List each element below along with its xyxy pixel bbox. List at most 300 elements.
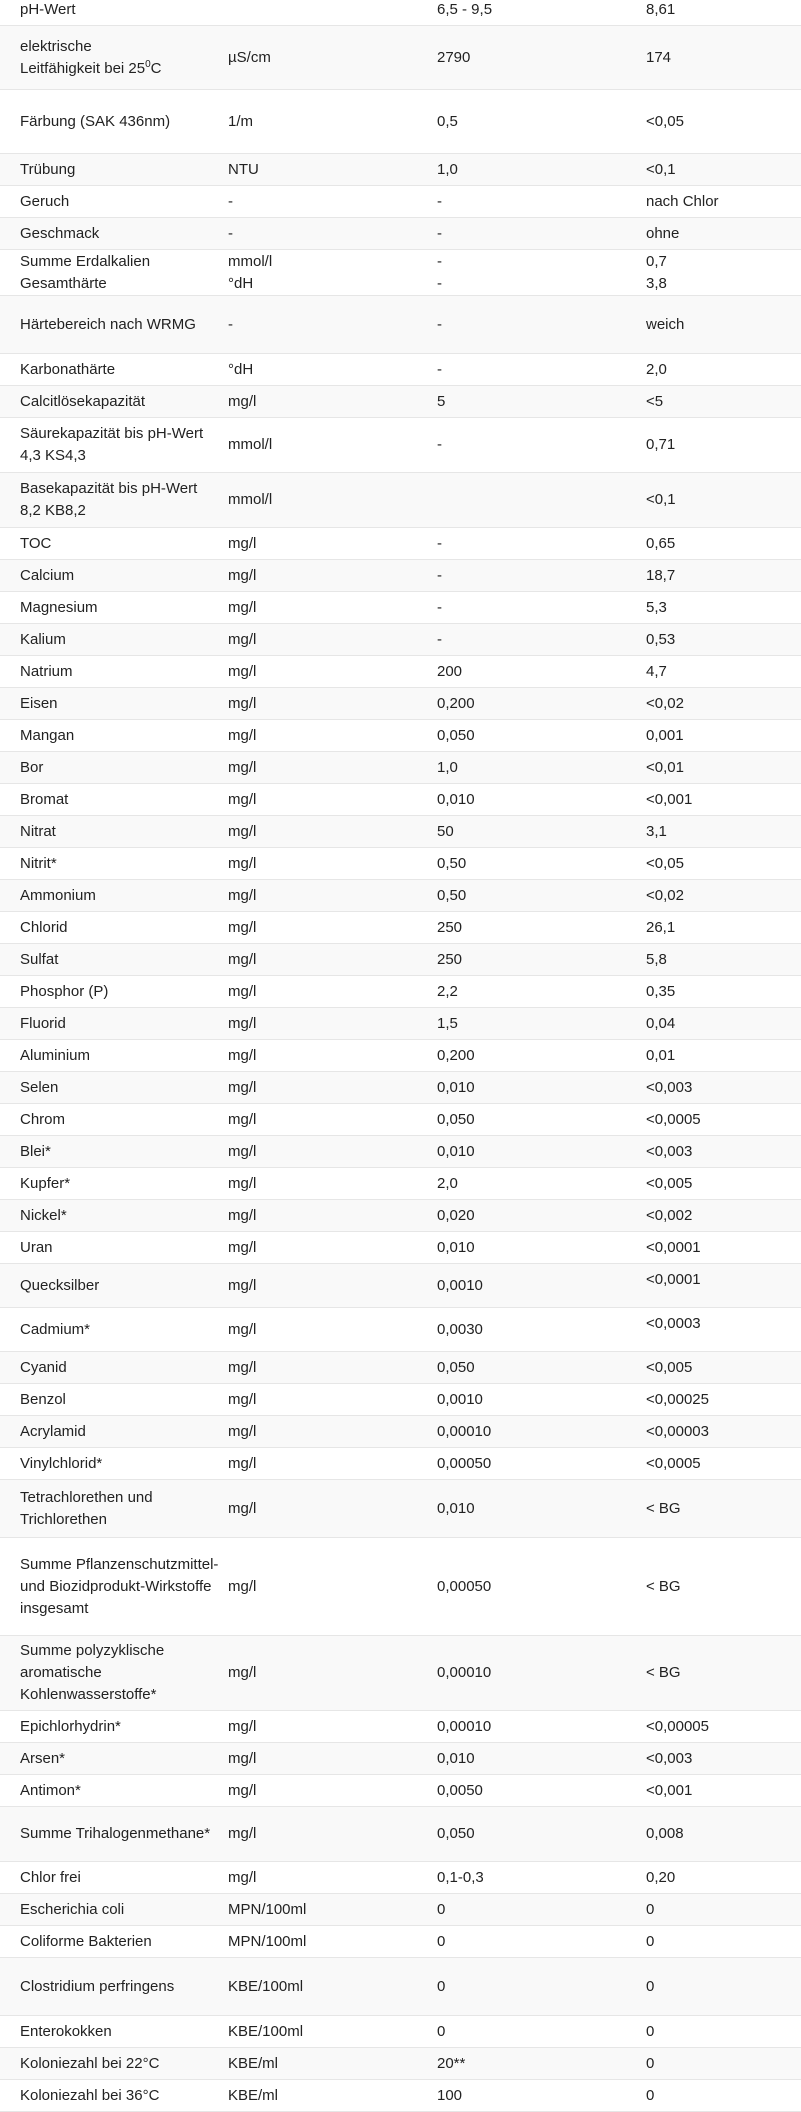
param-cell-text: Koloniezahl bei 22°C bbox=[20, 2054, 160, 2072]
param-cell-text: Phosphor (P) bbox=[20, 982, 109, 1000]
param-cell bbox=[20, 592, 225, 623]
table-row-karbonathaerte bbox=[0, 354, 801, 386]
unit-cell-text: mg/l bbox=[228, 1577, 257, 1595]
value-cell-line: 3,8 bbox=[646, 274, 667, 292]
value-cell-text: <0,001 bbox=[646, 790, 693, 808]
value-cell-text: 0 bbox=[646, 1900, 655, 1918]
value-cell-text: 2,0 bbox=[646, 360, 667, 378]
limit-cell-line: - bbox=[437, 252, 442, 270]
value-cell bbox=[646, 752, 796, 783]
value-cell bbox=[646, 1072, 796, 1103]
limit-cell-text: 0,0010 bbox=[437, 1276, 483, 1294]
param-cell bbox=[20, 2048, 225, 2079]
limit-cell bbox=[437, 1136, 642, 1167]
value-cell-line: 0,7 bbox=[646, 252, 667, 270]
param-cell-text: Summe Pflanzenschutzmittel- und Biozidprodukt-Wirkstoffe insgesamt bbox=[20, 1555, 219, 1617]
param-cell-text: TOC bbox=[20, 534, 52, 552]
table-row-summe-erdalkalien bbox=[0, 250, 801, 296]
value-cell bbox=[646, 0, 796, 25]
param-cell-text: Sulfat bbox=[20, 950, 59, 968]
value-cell-text: 0 bbox=[646, 1932, 655, 1950]
limit-cell bbox=[437, 1538, 642, 1635]
value-cell-text: <0,003 bbox=[646, 1749, 693, 1767]
unit-cell-text: mg/l bbox=[228, 1046, 257, 1064]
table-row-kupfer bbox=[0, 1168, 801, 1200]
unit-cell bbox=[228, 528, 433, 559]
param-cell bbox=[20, 1480, 225, 1537]
unit-cell bbox=[228, 656, 433, 687]
table-row-epichlorhydrin bbox=[0, 1711, 801, 1743]
value-cell bbox=[646, 1636, 796, 1710]
limit-cell-text: 0,0050 bbox=[437, 1781, 483, 1799]
value-cell-text: <0,0003 bbox=[646, 1315, 701, 1332]
table-row-magnesium bbox=[0, 592, 801, 624]
unit-cell-text: mg/l bbox=[228, 662, 257, 680]
unit-cell-text: mg/l bbox=[228, 630, 257, 648]
limit-cell bbox=[437, 90, 642, 153]
limit-cell-text: 6,5 - 9,5 bbox=[437, 0, 493, 18]
param-cell bbox=[20, 1894, 225, 1925]
param-cell-text: Summe Trihalogenmethane* bbox=[20, 1825, 211, 1842]
table-row-phosphor-p bbox=[0, 976, 801, 1008]
unit-cell-text: NTU bbox=[228, 160, 259, 178]
param-cell-text: Mangan bbox=[20, 726, 75, 744]
param-cell bbox=[20, 296, 225, 353]
param-cell bbox=[20, 720, 225, 751]
param-cell bbox=[20, 1775, 225, 1806]
unit-cell-text: mg/l bbox=[228, 1454, 257, 1472]
value-cell-text: 0,008 bbox=[646, 1825, 684, 1842]
param-cell-text: Koloniezahl bei 36°C bbox=[20, 2086, 160, 2104]
unit-cell-text: KBE/100ml bbox=[228, 1977, 304, 1995]
param-cell-text: Bromat bbox=[20, 790, 69, 808]
unit-cell bbox=[228, 2080, 433, 2111]
unit-cell-text: mg/l bbox=[228, 1014, 257, 1032]
limit-cell bbox=[437, 1352, 642, 1383]
param-cell bbox=[20, 1200, 225, 1231]
value-cell bbox=[646, 1384, 796, 1415]
value-cell bbox=[646, 386, 796, 417]
param-cell-text: Tetrachlorethen und Trichlorethen bbox=[20, 1488, 153, 1528]
param-cell bbox=[20, 1168, 225, 1199]
limit-cell bbox=[437, 1168, 642, 1199]
param-cell bbox=[20, 1232, 225, 1263]
limit-cell-text: 0,010 bbox=[437, 1078, 475, 1096]
limit-cell bbox=[437, 1711, 642, 1742]
table-row-summe-pflanzenschutzmittel-und-biozidprodukt-wirkstoffe-insgesamt bbox=[0, 1538, 801, 1636]
table-row-calcitloesekapazitaet bbox=[0, 386, 801, 418]
param-cell-text: Uran bbox=[20, 1238, 53, 1256]
value-cell bbox=[646, 816, 796, 847]
param-cell-text: Nickel* bbox=[20, 1206, 67, 1224]
unit-cell bbox=[228, 26, 433, 89]
unit-cell bbox=[228, 1862, 433, 1893]
value-cell-text: <0,0005 bbox=[646, 1110, 701, 1128]
table-row-nitrat bbox=[0, 816, 801, 848]
unit-cell bbox=[228, 1480, 433, 1537]
unit-cell bbox=[228, 912, 433, 943]
limit-cell-text: 0,50 bbox=[437, 886, 467, 904]
value-cell-text: <5 bbox=[646, 392, 664, 410]
param-cell-line: Gesamthärte bbox=[20, 274, 107, 292]
table-row-blei bbox=[0, 1136, 801, 1168]
limit-cell-text: 0,020 bbox=[437, 1206, 475, 1224]
unit-cell bbox=[228, 418, 433, 472]
limit-cell-text: 2,0 bbox=[437, 1174, 458, 1192]
unit-cell bbox=[228, 1040, 433, 1071]
unit-cell-text: mg/l bbox=[228, 1110, 257, 1128]
unit-cell-line: °dH bbox=[228, 274, 254, 292]
table-row-geruch bbox=[0, 186, 801, 218]
value-cell-text: < BG bbox=[646, 1499, 681, 1517]
unit-cell-text: mg/l bbox=[228, 694, 257, 712]
unit-cell-text: mg/l bbox=[228, 886, 257, 904]
limit-cell-text: 0,010 bbox=[437, 1142, 475, 1160]
value-cell bbox=[646, 1480, 796, 1537]
param-cell bbox=[20, 976, 225, 1007]
value-cell-text: 0,20 bbox=[646, 1868, 676, 1886]
unit-cell bbox=[228, 1352, 433, 1383]
value-cell bbox=[646, 1894, 796, 1925]
table-row-enterokokken bbox=[0, 2016, 801, 2048]
unit-cell bbox=[228, 752, 433, 783]
param-cell-text: Basekapazität bis pH-Wert 8,2 KB8,2 bbox=[20, 480, 198, 519]
param-unit-letter: C bbox=[150, 59, 162, 77]
limit-cell-text: 0,00010 bbox=[437, 1422, 492, 1440]
unit-cell bbox=[228, 1072, 433, 1103]
param-cell bbox=[20, 418, 225, 472]
param-cell-text: Escherichia coli bbox=[20, 1900, 125, 1918]
unit-cell-text: mmol/l bbox=[228, 436, 273, 453]
unit-cell bbox=[228, 1775, 433, 1806]
param-cell bbox=[20, 1104, 225, 1135]
limit-cell bbox=[437, 2016, 642, 2047]
param-cell bbox=[20, 1072, 225, 1103]
unit-cell-text: mg/l bbox=[228, 1320, 257, 1338]
value-cell bbox=[646, 1926, 796, 1957]
limit-cell-text: 20** bbox=[437, 2054, 466, 2072]
unit-cell bbox=[228, 1104, 433, 1135]
value-cell-text: 8,61 bbox=[646, 0, 676, 18]
table-row-benzol bbox=[0, 1384, 801, 1416]
value-cell-text: 0 bbox=[646, 1977, 655, 1995]
limit-cell bbox=[437, 1743, 642, 1774]
limit-cell bbox=[437, 1232, 642, 1263]
param-cell-text: Ammonium bbox=[20, 886, 96, 904]
table-row-antimon bbox=[0, 1775, 801, 1807]
param-cell bbox=[20, 473, 225, 527]
limit-cell bbox=[437, 1958, 642, 2015]
value-cell bbox=[646, 473, 796, 527]
param-cell bbox=[20, 1040, 225, 1071]
limit-cell-text: 1,5 bbox=[437, 1014, 458, 1032]
limit-cell bbox=[437, 354, 642, 385]
param-cell bbox=[20, 560, 225, 591]
value-cell-text: <0,0001 bbox=[646, 1238, 701, 1256]
limit-cell bbox=[437, 418, 642, 472]
value-cell bbox=[646, 218, 796, 249]
param-cell bbox=[20, 2080, 225, 2111]
value-cell bbox=[646, 354, 796, 385]
unit-cell-text: mg/l bbox=[228, 854, 257, 872]
limit-cell-text: 1,0 bbox=[437, 160, 458, 178]
table-row-aluminium bbox=[0, 1040, 801, 1072]
limit-cell-text: 2790 bbox=[437, 48, 471, 66]
unit-cell bbox=[228, 784, 433, 815]
limit-cell bbox=[437, 816, 642, 847]
value-cell bbox=[646, 1862, 796, 1893]
unit-cell-text: mg/l bbox=[228, 790, 257, 808]
value-cell-text: 0,65 bbox=[646, 534, 676, 552]
table-row-cyanid bbox=[0, 1352, 801, 1384]
value-cell-text: 5,8 bbox=[646, 950, 667, 968]
value-cell bbox=[646, 784, 796, 815]
param-cell bbox=[20, 624, 225, 655]
param-cell bbox=[20, 880, 225, 911]
param-cell bbox=[20, 186, 225, 217]
table-row-leitfaehigkeit bbox=[0, 26, 801, 90]
param-cell-text: Kalium bbox=[20, 630, 66, 648]
unit-cell bbox=[228, 354, 433, 385]
unit-cell-text: mg/l bbox=[228, 1078, 257, 1096]
value-cell-text: <0,005 bbox=[646, 1358, 693, 1376]
unit-cell bbox=[228, 1926, 433, 1957]
limit-cell bbox=[437, 944, 642, 975]
limit-cell bbox=[437, 912, 642, 943]
table-row-escherichia-coli bbox=[0, 1894, 801, 1926]
limit-cell-text: 0,050 bbox=[437, 1825, 475, 1842]
param-cell-text: Säurekapazität bis pH-Wert 4,3 KS4,3 bbox=[20, 425, 204, 464]
value-cell-text: <0,02 bbox=[646, 694, 684, 712]
param-cell bbox=[20, 1008, 225, 1039]
value-cell bbox=[646, 1775, 796, 1806]
value-cell bbox=[646, 186, 796, 217]
value-cell-text: <0,005 bbox=[646, 1174, 693, 1192]
limit-cell bbox=[437, 784, 642, 815]
unit-cell bbox=[228, 944, 433, 975]
limit-cell-text: 5 bbox=[437, 392, 446, 410]
unit-cell bbox=[228, 560, 433, 591]
unit-cell bbox=[228, 2016, 433, 2047]
param-cell-text: Geschmack bbox=[20, 224, 100, 242]
table-row-quecksilber bbox=[0, 1264, 801, 1308]
param-cell bbox=[20, 354, 225, 385]
param-cell-text: Calcium bbox=[20, 566, 75, 584]
param-cell-text: Quecksilber bbox=[20, 1276, 100, 1294]
unit-cell bbox=[228, 1308, 433, 1351]
limit-cell bbox=[437, 1308, 642, 1351]
value-cell-text: <0,01 bbox=[646, 758, 684, 776]
limit-cell bbox=[437, 528, 642, 559]
value-cell-text: 0,001 bbox=[646, 726, 684, 744]
unit-cell-text: mg/l bbox=[228, 1868, 257, 1886]
param-cell-text: Calcitlösekapazität bbox=[20, 392, 146, 410]
limit-cell bbox=[437, 688, 642, 719]
limit-cell bbox=[437, 720, 642, 751]
unit-cell-text: mg/l bbox=[228, 1358, 257, 1376]
unit-cell-text: mg/l bbox=[228, 566, 257, 584]
value-cell-text: 0 bbox=[646, 2086, 655, 2104]
table-row-summe-trihalogenmethane bbox=[0, 1807, 801, 1862]
limit-cell bbox=[437, 560, 642, 591]
value-cell-text: < BG bbox=[646, 1664, 681, 1681]
table-row-chlorid bbox=[0, 912, 801, 944]
table-row-arsen bbox=[0, 1743, 801, 1775]
limit-cell-text: 0,200 bbox=[437, 694, 475, 712]
value-cell bbox=[646, 1807, 796, 1861]
param-cell bbox=[20, 218, 225, 249]
unit-cell bbox=[228, 1264, 433, 1307]
value-cell bbox=[646, 1711, 796, 1742]
param-cell-text: Färbung (SAK 436nm) bbox=[20, 112, 171, 130]
value-cell-text: nach Chlor bbox=[646, 192, 719, 210]
limit-cell bbox=[437, 296, 642, 353]
limit-cell bbox=[437, 1200, 642, 1231]
value-cell-text: 26,1 bbox=[646, 918, 676, 936]
limit-cell-text: 0,0010 bbox=[437, 1390, 483, 1408]
value-cell bbox=[646, 688, 796, 719]
param-cell bbox=[20, 528, 225, 559]
unit-cell bbox=[228, 1232, 433, 1263]
param-cell bbox=[20, 1264, 225, 1307]
limit-cell bbox=[437, 976, 642, 1007]
limit-cell-text: 0,1-0,3 bbox=[437, 1868, 484, 1886]
unit-cell-text: mg/l bbox=[228, 1781, 257, 1799]
table-row-ammonium bbox=[0, 880, 801, 912]
unit-cell-text: mg/l bbox=[228, 726, 257, 744]
value-cell bbox=[646, 1136, 796, 1167]
value-cell bbox=[646, 1264, 796, 1307]
table-row-natrium bbox=[0, 656, 801, 688]
param-cell bbox=[20, 752, 225, 783]
param-cell bbox=[20, 1743, 225, 1774]
param-cell bbox=[20, 1711, 225, 1742]
value-cell bbox=[646, 1232, 796, 1263]
limit-cell-line: - bbox=[437, 274, 442, 292]
param-cell-text: pH-Wert bbox=[20, 0, 76, 18]
param-cell-text: Härtebereich nach WRMG bbox=[20, 315, 196, 333]
limit-cell-text: - bbox=[437, 630, 442, 648]
param-cell-text: Enterokokken bbox=[20, 2022, 112, 2040]
param-cell-text: Bor bbox=[20, 758, 44, 776]
limit-cell bbox=[437, 656, 642, 687]
param-cell bbox=[20, 1308, 225, 1351]
limit-cell bbox=[437, 1862, 642, 1893]
param-cell-text: Magnesium bbox=[20, 598, 98, 616]
value-cell bbox=[646, 656, 796, 687]
value-cell bbox=[646, 1200, 796, 1231]
value-cell-text: <0,05 bbox=[646, 112, 684, 130]
value-cell-text: 5,3 bbox=[646, 598, 667, 616]
value-cell-text: <0,1 bbox=[646, 491, 676, 508]
value-cell-text: <0,1 bbox=[646, 160, 676, 178]
param-cell bbox=[20, 912, 225, 943]
limit-cell bbox=[437, 1448, 642, 1479]
limit-cell bbox=[437, 1264, 642, 1307]
limit-cell-text: - bbox=[437, 598, 442, 616]
table-row-fluorid bbox=[0, 1008, 801, 1040]
param-cell bbox=[20, 1448, 225, 1479]
limit-cell-text: - bbox=[437, 360, 442, 378]
table-row-nickel bbox=[0, 1200, 801, 1232]
unit-cell-text: KBE/ml bbox=[228, 2086, 279, 2104]
param-line-text: Leitfähigkeit bei 25 bbox=[20, 59, 146, 77]
table-row-cadmium bbox=[0, 1308, 801, 1352]
unit-cell bbox=[228, 1136, 433, 1167]
param-cell-text: Acrylamid bbox=[20, 1422, 86, 1440]
param-cell bbox=[20, 250, 225, 295]
limit-cell bbox=[437, 186, 642, 217]
unit-cell bbox=[228, 976, 433, 1007]
param-line bbox=[20, 58, 162, 80]
value-cell bbox=[646, 154, 796, 185]
limit-cell-text: 1,0 bbox=[437, 758, 458, 776]
unit-cell-text: mg/l bbox=[228, 822, 257, 840]
unit-cell bbox=[228, 0, 433, 25]
table-row-haertebereich-nach-wrmg bbox=[0, 296, 801, 354]
param-cell-text: Chlor frei bbox=[20, 1868, 81, 1886]
param-cell-text: Arsen* bbox=[20, 1749, 66, 1767]
limit-cell bbox=[437, 154, 642, 185]
limit-cell bbox=[437, 1926, 642, 1957]
unit-cell-text: mmol/l bbox=[228, 491, 273, 508]
unit-cell-text: KBE/100ml bbox=[228, 2022, 304, 2040]
limit-cell bbox=[437, 2080, 642, 2111]
table-row-ph-wert bbox=[0, 0, 801, 26]
table-row-chlor-frei bbox=[0, 1862, 801, 1894]
value-cell-text: 0 bbox=[646, 2054, 655, 2072]
unit-cell-text: °dH bbox=[228, 360, 254, 378]
unit-cell-text: KBE/ml bbox=[228, 2054, 279, 2072]
value-cell bbox=[646, 592, 796, 623]
limit-cell bbox=[437, 1104, 642, 1135]
table-row-faerbung-sak-436nm bbox=[0, 90, 801, 154]
value-cell bbox=[646, 1168, 796, 1199]
limit-cell bbox=[437, 1636, 642, 1710]
param-cell bbox=[20, 1807, 225, 1861]
value-cell-text: <0,02 bbox=[646, 886, 684, 904]
value-cell bbox=[646, 418, 796, 472]
param-cell bbox=[20, 848, 225, 879]
unit-cell-text: µS/cm bbox=[228, 48, 271, 66]
param-cell bbox=[20, 90, 225, 153]
param-cell-text: Chlorid bbox=[20, 918, 68, 936]
unit-cell bbox=[228, 1448, 433, 1479]
limit-cell-text: 0,00050 bbox=[437, 1454, 492, 1472]
unit-cell bbox=[228, 218, 433, 249]
unit-cell bbox=[228, 624, 433, 655]
limit-cell-text: 0,50 bbox=[437, 854, 467, 872]
table-row-bromat bbox=[0, 784, 801, 816]
param-cell-text: Coliforme Bakterien bbox=[20, 1932, 152, 1950]
unit-cell-text: mg/l bbox=[228, 598, 257, 616]
unit-cell bbox=[228, 154, 433, 185]
value-cell bbox=[646, 912, 796, 943]
limit-cell-text: 0,00010 bbox=[437, 1717, 492, 1735]
table-row-selen bbox=[0, 1072, 801, 1104]
unit-cell bbox=[228, 1958, 433, 2015]
param-cell-line: Summe Erdalkalien bbox=[20, 252, 151, 270]
limit-cell-text: 0,010 bbox=[437, 1499, 475, 1517]
limit-cell-text: 0,050 bbox=[437, 1110, 475, 1128]
unit-cell bbox=[228, 1894, 433, 1925]
value-cell-text: ohne bbox=[646, 224, 680, 242]
unit-cell-text: mg/l bbox=[228, 1142, 257, 1160]
value-cell bbox=[646, 1538, 796, 1635]
limit-cell bbox=[437, 1008, 642, 1039]
unit-cell-text: mg/l bbox=[228, 1499, 257, 1517]
limit-cell-text: 0 bbox=[437, 1932, 446, 1950]
